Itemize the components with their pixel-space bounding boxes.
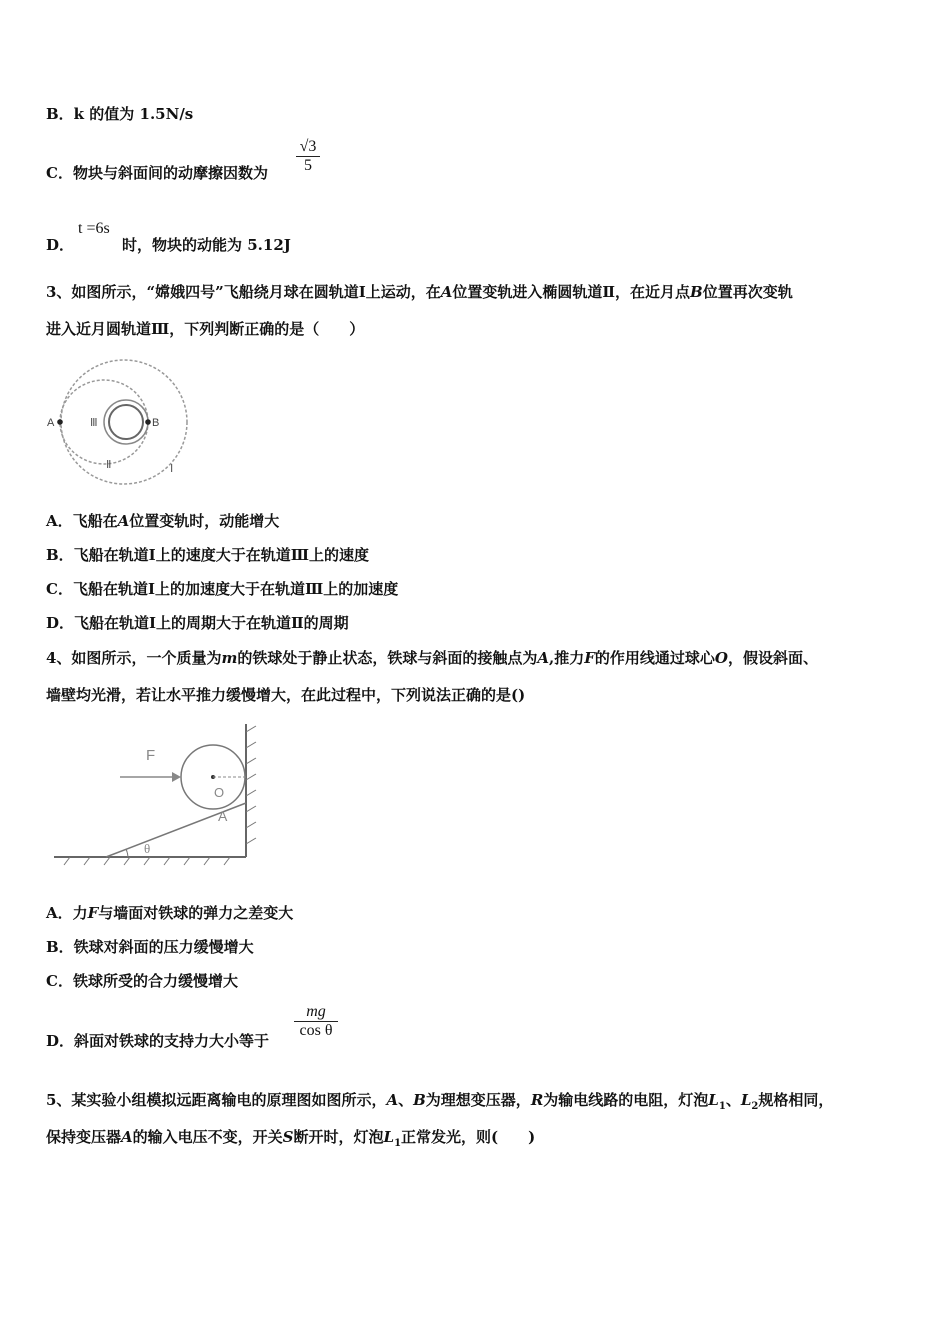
orbit-diagram xyxy=(44,356,194,488)
q5-stem-line1: 5、某实验小组模拟远距离输电的原理图如图所示，A、B为理想变压器，R为输电线路的电阻，灯泡$L_1$、$L_2$规格相同， xyxy=(46,1091,834,1112)
q3-stem-line2: 进入近月圆轨道Ⅲ，下列判断正确的是（ ） xyxy=(46,320,365,338)
label-iii: Ⅲ xyxy=(90,417,98,429)
q4-stem-line1: 4、如图所示，一个质量为m的铁球处于静止状态，铁球与斜面的接触点为A,推力F的作用线通过球心O，假设斜面、 xyxy=(46,649,818,667)
q3-option-b: B．飞船在轨道Ⅰ上的速度大于在轨道Ⅲ上的速度 xyxy=(46,546,369,564)
q4-option-c: C．铁球所受的合力缓慢增大 xyxy=(46,972,238,990)
fraction-numerator: mg xyxy=(306,1003,326,1020)
fraction-denominator: 5 xyxy=(296,156,320,175)
q3-option-d: D．飞船在轨道Ⅰ上的周期大于在轨道Ⅱ的周期 xyxy=(46,614,349,632)
fraction-numerator: √3 xyxy=(299,138,317,155)
moon xyxy=(109,405,143,439)
orbit-I xyxy=(61,360,187,484)
q2-option-b: B．k 的值为 1.5N/s xyxy=(46,105,194,123)
orbit-III xyxy=(104,400,148,444)
fraction-denominator: cos θ xyxy=(294,1021,338,1040)
label-f: F xyxy=(146,747,156,764)
label-b: B xyxy=(152,417,160,429)
q3-option-a: A．飞船在A位置变轨时，动能增大 xyxy=(46,512,280,530)
label-i: Ⅰ xyxy=(170,463,174,475)
q2-option-d-text: 时，物块的动能为 5.12J xyxy=(122,236,291,254)
q2-option-c-fraction xyxy=(296,138,320,175)
incline-ball-diagram xyxy=(50,720,270,868)
q4-stem-line2: 墙壁均光滑，若让水平推力缓慢增大，在此过程中，下列说法正确的是() xyxy=(46,686,526,704)
q5-stem-line2: 保持变压器A的输入电压不变，开关S断开时，灯泡$L_1$正常发光，则( ) xyxy=(46,1128,536,1149)
label-ii: Ⅱ xyxy=(106,459,112,471)
label-theta: θ xyxy=(144,841,151,856)
q4-option-b: B．铁球对斜面的压力缓慢增大 xyxy=(46,938,254,956)
q2-option-d-label: D． xyxy=(46,236,75,254)
q4-option-d-fraction xyxy=(294,1003,338,1040)
label-a: A xyxy=(47,417,55,429)
q2-option-d-math: t =6s xyxy=(78,220,110,237)
label-o: O xyxy=(214,785,225,800)
q3-option-c: C．飞船在轨道Ⅰ上的加速度大于在轨道Ⅲ上的加速度 xyxy=(46,580,399,598)
point-a xyxy=(57,419,63,425)
q3-stem-line1: 3、如图所示，“嫦娥四号”飞船绕月球在圆轨道Ⅰ上运动，在A位置变轨进入椭圆轨道Ⅱ，在近月点B位置再次变轨 xyxy=(46,283,793,301)
q2-option-c: C．物块与斜面间的动摩擦因数为 xyxy=(46,164,268,182)
q4-option-d: D．斜面对铁球的支持力大小等于 xyxy=(46,1032,270,1050)
label-a: A xyxy=(218,808,228,824)
q4-option-a: A．力F与墙面对铁球的弹力之差变大 xyxy=(46,904,294,922)
point-b xyxy=(145,419,151,425)
